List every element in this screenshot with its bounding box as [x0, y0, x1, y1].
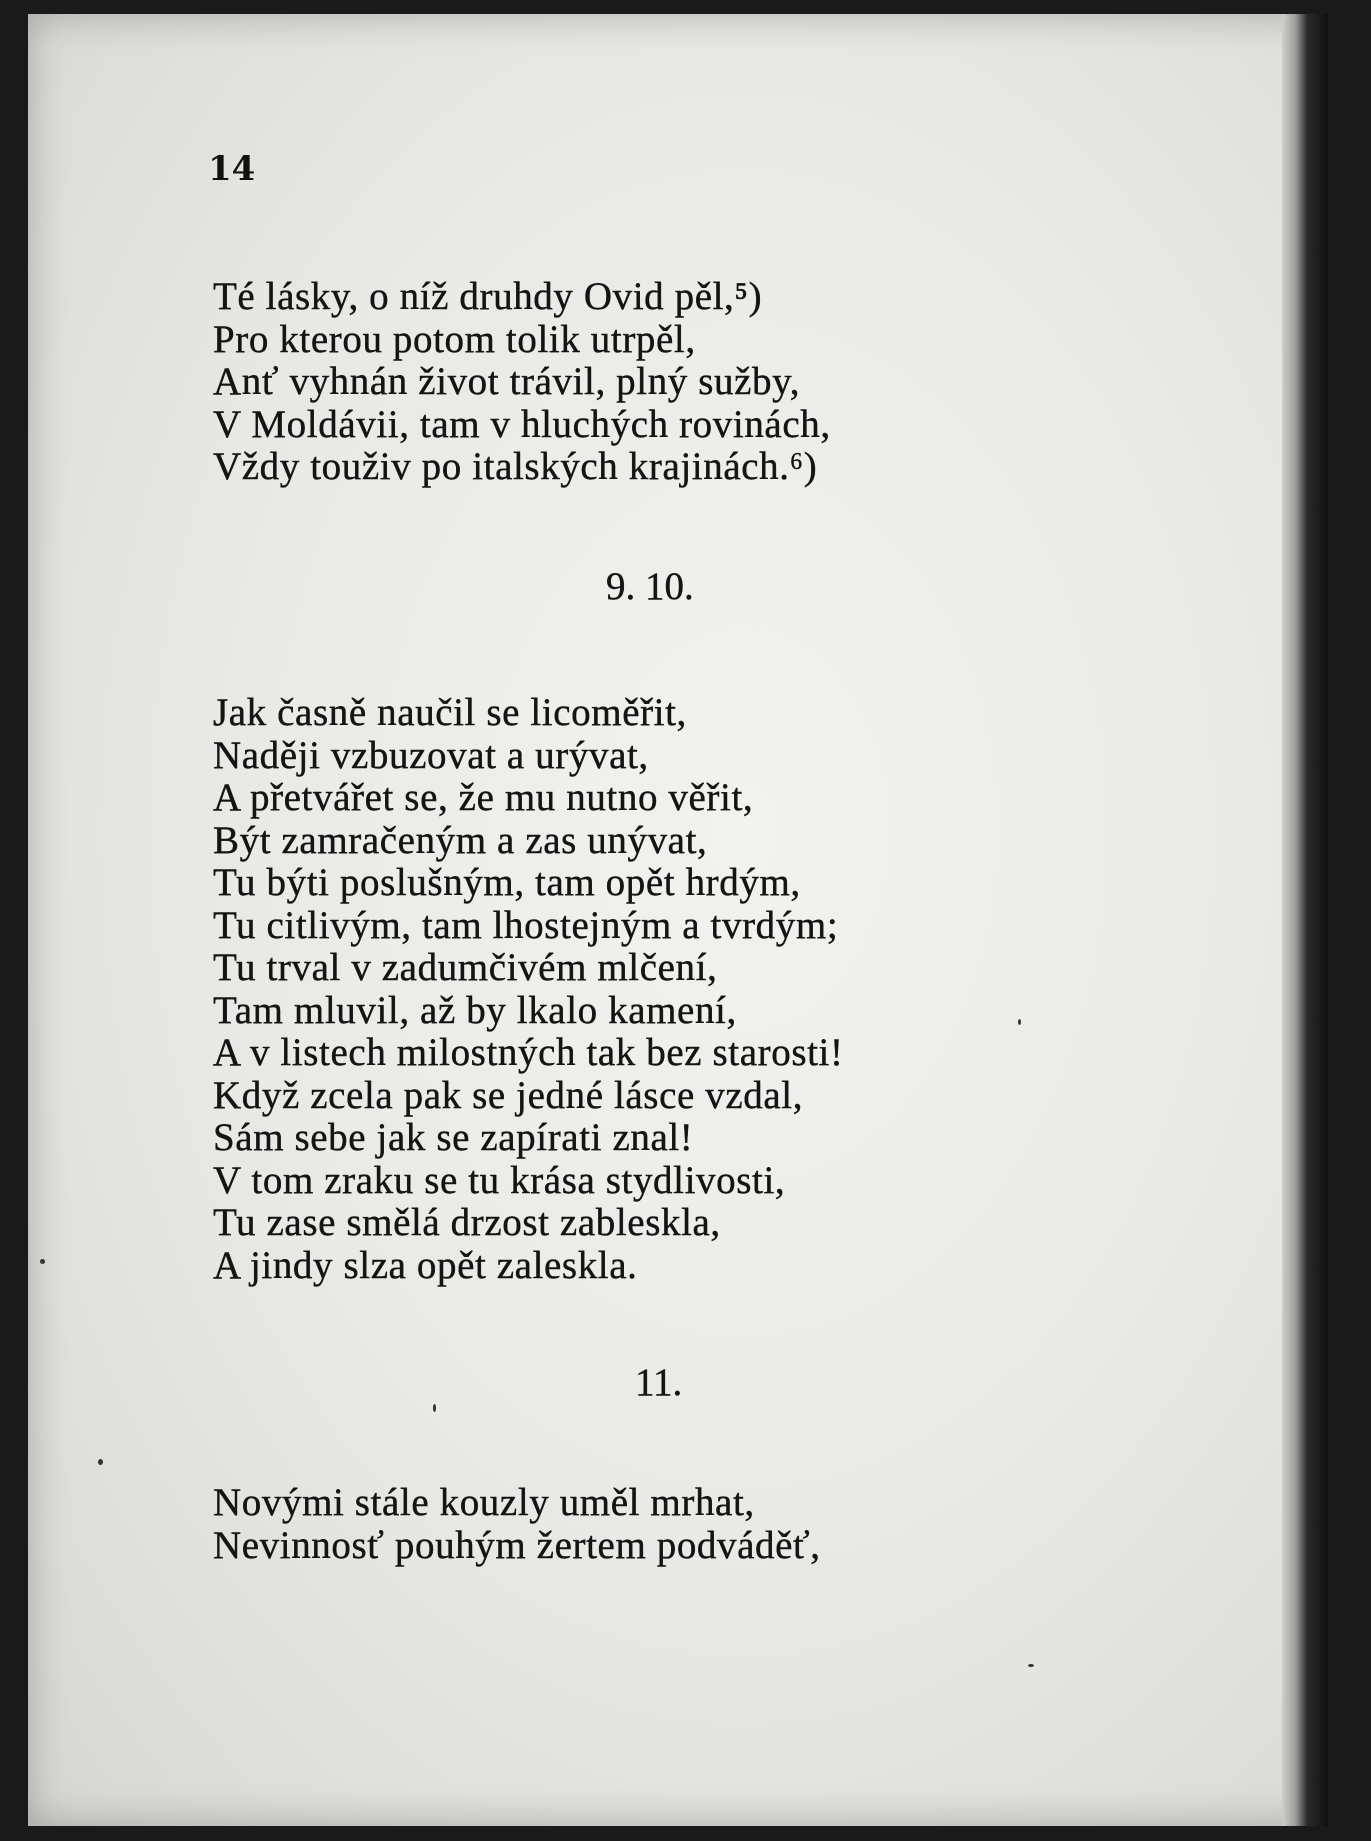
paper-speck [433, 1404, 436, 1412]
verse-line: A v listech milostných tak bez starosti! [213, 1031, 844, 1074]
verse-line: A jindy slza opět zaleskla. [213, 1243, 638, 1287]
stanza-8-continued [213, 276, 831, 489]
paper-speck [1028, 1664, 1034, 1667]
verse-line: Naději vzbuzovat a urývat, [213, 733, 649, 777]
verse-line: V Moldávii, tam v hluchých rovinách, [213, 402, 831, 446]
verse-line: Jak časně naučil se licoměřit, [213, 691, 687, 734]
stanza-11 [213, 1482, 821, 1567]
book-page [28, 14, 1328, 1826]
verse-line: Sám sebe jak se zapírati znal! [213, 1116, 694, 1159]
paper-speck [40, 1259, 45, 1264]
stanza-9-10 [213, 692, 844, 1287]
verse-line: Pro kterou potom tolik utrpěl, [213, 317, 696, 361]
paper-speck [1018, 1019, 1021, 1025]
verse-line: Tu citlivým, tam lhostejným a tvrdým; [213, 903, 839, 947]
verse-line: V tom zraku se tu krása stydlivosti, [213, 1158, 786, 1202]
paper-speck [98, 1459, 103, 1465]
verse-line: Tu trval v zadumčivém mlčení, [213, 946, 718, 989]
book-spine-shadow [1282, 14, 1328, 1826]
verse-line: Když zcela pak se jedné lásce vzdal, [213, 1073, 804, 1117]
verse-line: Tu zase smělá drzost zableskla, [213, 1201, 721, 1244]
section-heading-11: 11. [635, 1361, 683, 1404]
section-heading-9-10: 9. 10. [606, 565, 694, 608]
verse-line: A přetvářet se, že mu nutno věřit, [213, 776, 754, 819]
verse-line: Být zamračeným a zas unývat, [213, 818, 708, 862]
verse-line: Tam mluvil, až by lkalo kamení, [213, 988, 737, 1032]
verse-line: Tu býti poslušným, tam opět hrdým, [213, 861, 801, 904]
verse-line: Té lásky, o níž druhdy Ovid pěl,⁵) [213, 275, 763, 318]
page-number: 14 [208, 149, 256, 189]
verse-line: Vždy touživ po italských krajinách.⁶) [213, 445, 818, 488]
verse-line: Anť vyhnán život trávil, plný sužby, [213, 360, 801, 403]
verse-line: Novými stále kouzly uměl mrhat, [213, 1481, 755, 1524]
verse-line: Nevinnosť pouhým žertem podváděť, [213, 1523, 821, 1567]
